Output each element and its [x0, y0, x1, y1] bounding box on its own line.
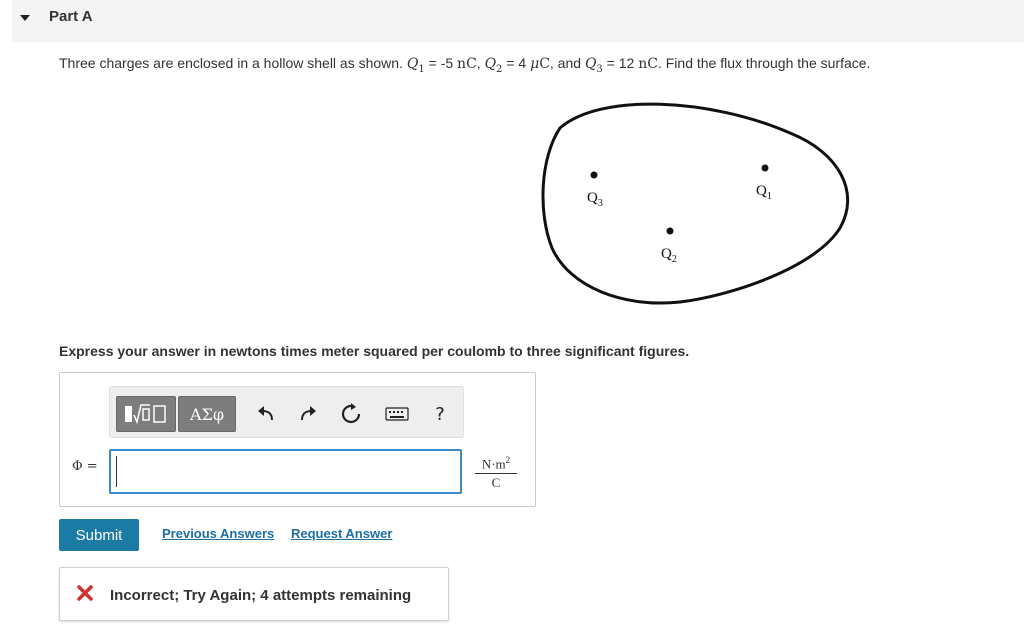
- question-outro: Find the flux through the surface.: [665, 55, 871, 71]
- q2-unit: C: [539, 56, 550, 72]
- answer-instructions: Express your answer in newtons times meter squared per coulomb to three significant figures.: [59, 343, 690, 359]
- text-cursor: [116, 456, 117, 487]
- charge-label-q3: $Q_3$: [587, 190, 603, 209]
- answer-variable-label: Φ =: [72, 459, 98, 474]
- feedback-message: [59, 567, 449, 621]
- math-toolbar: [109, 386, 464, 438]
- q1-symbol: $Q_1$: [406, 56, 425, 75]
- redo-icon[interactable]: [296, 401, 320, 427]
- feedback-text: Incorrect; Try Again; 4 attempts remaining: [110, 587, 412, 604]
- q2-value: 4: [518, 55, 527, 71]
- q2-unit-mu: μ: [530, 56, 540, 72]
- greek-symbols-button[interactable]: ΑΣφ: [178, 396, 236, 432]
- keyboard-icon[interactable]: [382, 401, 412, 427]
- previous-answers-link[interactable]: Previous Answers: [162, 526, 275, 541]
- q2-symbol: $Q_2$: [484, 56, 503, 75]
- q1-unit: nC: [457, 56, 477, 72]
- q3-value: 12: [618, 55, 635, 71]
- charge-q2-dot: [667, 228, 674, 235]
- charge-q3-dot: [591, 172, 598, 179]
- x-mark-icon: [76, 584, 94, 602]
- q1-value: -5: [440, 55, 454, 71]
- answer-input[interactable]: [109, 449, 462, 494]
- help-button[interactable]: ?: [435, 403, 445, 425]
- charge-label-q1: $Q_1$: [756, 183, 772, 202]
- question-intro: Three charges are enclosed in a hollow shell as shown.: [59, 55, 407, 71]
- reset-icon[interactable]: [339, 401, 363, 427]
- charge-label-q2: $Q_2$: [661, 246, 677, 265]
- request-answer-link[interactable]: Request Answer: [291, 526, 393, 541]
- charge-q1-dot: [762, 165, 769, 172]
- unit-numerator: $N\cdot m^2$: [475, 455, 517, 474]
- answer-unit: [475, 455, 517, 491]
- undo-icon[interactable]: [254, 401, 278, 427]
- q3-symbol: $Q_3$: [584, 56, 603, 75]
- q3-unit: nC: [638, 56, 658, 72]
- submit-button[interactable]: Submit: [59, 519, 139, 551]
- answer-box: [59, 372, 536, 507]
- templates-icon: [121, 401, 171, 427]
- unit-denominator: C: [491, 475, 501, 491]
- part-title: Part A: [49, 8, 93, 25]
- part-header: [12, 0, 1024, 42]
- caret-down-icon[interactable]: [18, 11, 32, 25]
- templates-button[interactable]: [116, 396, 176, 432]
- hollow-shell-figure: [540, 98, 852, 310]
- question-text: Three charges are enclosed in a hollow shell as shown. $Q_1 = -5$ nC, $Q_2 = 4$ μC, and $Q_3 = 12$ nC. Find the flux through the surface.: [59, 55, 871, 75]
